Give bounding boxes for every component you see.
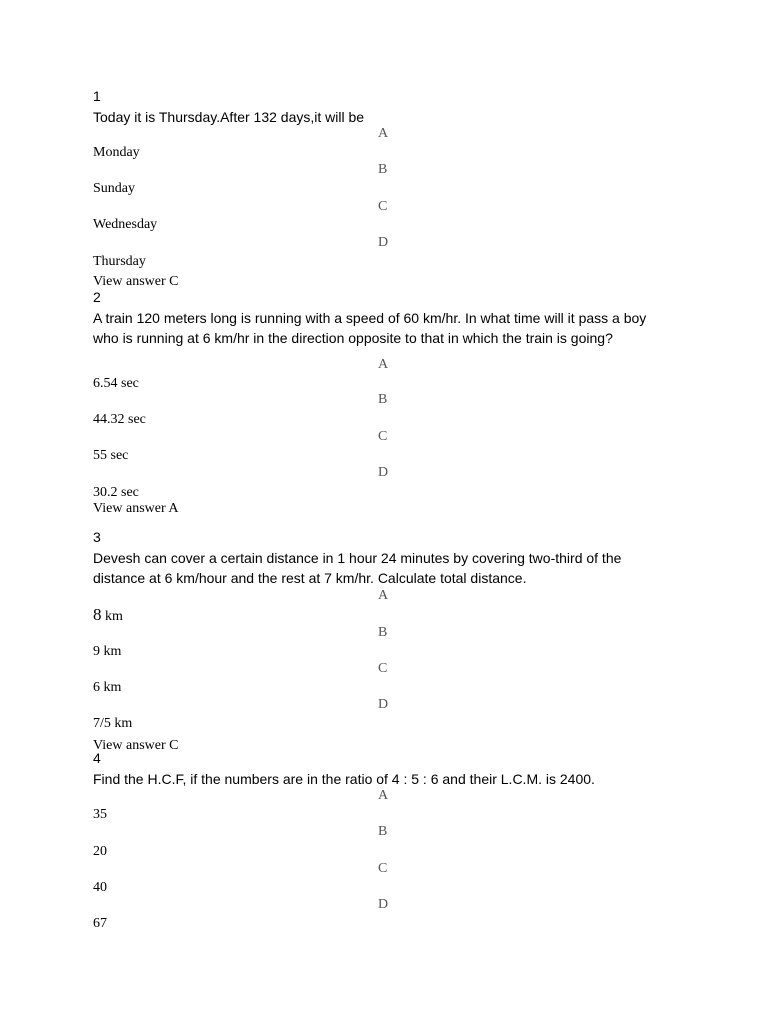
option-letter-b: B [378,624,388,640]
option-value-c: 55 sec [93,447,129,463]
option-value-c: 40 [93,880,107,895]
option-value-d: 67 [93,916,107,931]
option-value-a: 35 [93,807,107,822]
option-value-a: 6.54 sec [93,375,139,391]
options-list [93,349,673,500]
option-letter-c: C [378,199,388,214]
option-letter-c: C [378,428,388,444]
option-value-b: 20 [93,844,107,859]
view-answer[interactable]: View answer A [93,500,179,516]
question-number: 1 [93,88,101,104]
option-letter-d: D [378,897,389,912]
option-value-c: 6 km [93,679,122,695]
question-1 [93,86,673,290]
option-value-d: 7/5 km [93,715,133,731]
question-4 [93,748,673,935]
option-value-d: Thursday [93,254,146,269]
question-text: Find the H.C.F, if the numbers are in the ratio of 4 : 5 : 6 and their L.C.M. is 2400. [93,770,595,787]
options-list [93,127,673,273]
option-letter-d: D [378,235,389,250]
option-letter-b: B [378,824,388,839]
options-list [93,589,673,735]
option-value-d: 30.2 sec [93,484,139,500]
question-text: Devesh can cover a certain distance in 1 hour 24 minutes by covering two-third of the distance at 6 km/hour and the rest at 7 km/hr. Calculate total distance. [93,549,622,586]
option-value-a-unit: km [101,608,123,624]
option-value-c: Wednesday [93,217,158,232]
question-3 [93,527,673,754]
option-value-a [93,606,123,623]
option-letter-c: C [378,861,388,876]
option-letter-d: D [378,696,389,712]
options-list [93,789,673,935]
option-letter-a: A [378,126,389,141]
option-letter-c: C [378,660,388,676]
option-letter-a: A [378,788,389,803]
option-value-b: 9 km [93,643,122,659]
option-value-b: Sunday [93,181,135,196]
view-answer[interactable]: View answer C [93,274,179,289]
option-letter-b: B [378,391,388,407]
option-letter-a: A [378,356,389,372]
question-number: 3 [93,529,101,545]
question-2 [93,287,673,517]
view-answer[interactable]: View answer C [93,737,179,753]
option-value-a: Monday [93,145,140,160]
option-value-a-number: 8 [93,604,102,624]
question-text: Today it is Thursday.After 132 days,it will be [93,108,365,125]
question-text: A train 120 meters long is running with a speed of 60 km/hr. In what time will it pass a boy who is running at 6 km/hr in the direction opposite to that in which the train is going? [93,309,647,346]
option-value-b: 44.32 sec [93,411,146,427]
option-letter-b: B [378,162,388,177]
option-letter-a: A [378,587,389,603]
question-number: 4 [93,750,101,766]
question-number: 2 [93,289,101,305]
option-letter-d: D [378,464,389,480]
